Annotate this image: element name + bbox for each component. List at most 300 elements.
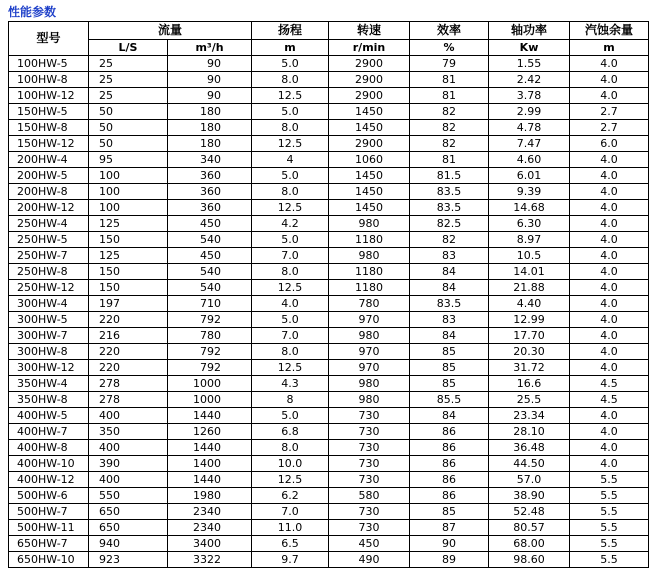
cell-power: 68.00 [489, 536, 570, 552]
cell-flow-m3h: 360 [168, 168, 252, 184]
cell-flow-ls: 350 [89, 424, 168, 440]
cell-efficiency: 84 [410, 264, 489, 280]
table-row [9, 184, 649, 200]
header-flow: 流量 [89, 22, 252, 40]
cell-efficiency: 86 [410, 440, 489, 456]
cell-power: 16.6 [489, 376, 570, 392]
table-row [9, 296, 649, 312]
cell-speed: 730 [329, 440, 410, 456]
cell-npsh: 4.0 [570, 408, 649, 424]
cell-head: 8.0 [252, 344, 329, 360]
cell-flow-ls: 150 [89, 232, 168, 248]
cell-power: 12.99 [489, 312, 570, 328]
table-row [9, 504, 649, 520]
cell-npsh: 2.7 [570, 104, 649, 120]
cell-flow-ls: 650 [89, 520, 168, 536]
cell-speed: 1180 [329, 280, 410, 296]
cell-head: 8 [252, 392, 329, 408]
cell-flow-m3h: 1980 [168, 488, 252, 504]
cell-power: 14.68 [489, 200, 570, 216]
cell-head: 5.0 [252, 104, 329, 120]
cell-efficiency: 81 [410, 88, 489, 104]
cell-model: 200HW-12 [9, 200, 89, 216]
cell-model: 150HW-5 [9, 104, 89, 120]
cell-model: 400HW-5 [9, 408, 89, 424]
cell-power: 28.10 [489, 424, 570, 440]
cell-model: 200HW-5 [9, 168, 89, 184]
cell-speed: 730 [329, 424, 410, 440]
cell-flow-ls: 220 [89, 344, 168, 360]
cell-power: 44.50 [489, 456, 570, 472]
cell-efficiency: 86 [410, 472, 489, 488]
cell-power: 23.34 [489, 408, 570, 424]
cell-flow-ls: 197 [89, 296, 168, 312]
cell-power: 10.5 [489, 248, 570, 264]
cell-speed: 2900 [329, 72, 410, 88]
cell-head: 5.0 [252, 168, 329, 184]
cell-speed: 980 [329, 376, 410, 392]
cell-flow-m3h: 1000 [168, 376, 252, 392]
table-row [9, 120, 649, 136]
cell-power: 20.30 [489, 344, 570, 360]
cell-model: 400HW-12 [9, 472, 89, 488]
cell-flow-ls: 550 [89, 488, 168, 504]
cell-flow-m3h: 340 [168, 152, 252, 168]
cell-flow-m3h: 180 [168, 120, 252, 136]
cell-flow-ls: 50 [89, 104, 168, 120]
table-row [9, 264, 649, 280]
cell-speed: 1180 [329, 232, 410, 248]
cell-flow-ls: 150 [89, 264, 168, 280]
cell-flow-ls: 650 [89, 504, 168, 520]
table-row [9, 344, 649, 360]
cell-npsh: 4.0 [570, 232, 649, 248]
cell-efficiency: 81 [410, 152, 489, 168]
cell-npsh: 4.0 [570, 456, 649, 472]
cell-head: 7.0 [252, 328, 329, 344]
cell-head: 12.5 [252, 472, 329, 488]
cell-head: 8.0 [252, 264, 329, 280]
cell-head: 5.0 [252, 56, 329, 72]
header-row [9, 22, 649, 40]
cell-flow-ls: 100 [89, 168, 168, 184]
cell-speed: 970 [329, 312, 410, 328]
cell-speed: 980 [329, 216, 410, 232]
cell-model: 400HW-7 [9, 424, 89, 440]
cell-flow-m3h: 540 [168, 232, 252, 248]
cell-flow-m3h: 1400 [168, 456, 252, 472]
unit-head: m [252, 40, 329, 56]
cell-model: 400HW-10 [9, 456, 89, 472]
cell-model: 200HW-8 [9, 184, 89, 200]
cell-efficiency: 86 [410, 424, 489, 440]
cell-flow-ls: 923 [89, 552, 168, 568]
cell-speed: 980 [329, 328, 410, 344]
cell-flow-m3h: 540 [168, 280, 252, 296]
table-row [9, 456, 649, 472]
cell-speed: 2900 [329, 136, 410, 152]
cell-speed: 970 [329, 344, 410, 360]
cell-flow-m3h: 2340 [168, 504, 252, 520]
cell-efficiency: 89 [410, 552, 489, 568]
cell-efficiency: 82 [410, 120, 489, 136]
cell-model: 300HW-7 [9, 328, 89, 344]
cell-model: 100HW-12 [9, 88, 89, 104]
cell-model: 300HW-12 [9, 360, 89, 376]
table-row [9, 56, 649, 72]
cell-npsh: 4.0 [570, 152, 649, 168]
cell-speed: 1060 [329, 152, 410, 168]
table-row [9, 152, 649, 168]
cell-power: 31.72 [489, 360, 570, 376]
cell-head: 8.0 [252, 440, 329, 456]
cell-efficiency: 83.5 [410, 200, 489, 216]
cell-flow-m3h: 792 [168, 360, 252, 376]
cell-power: 17.70 [489, 328, 570, 344]
cell-speed: 2900 [329, 88, 410, 104]
cell-model: 650HW-10 [9, 552, 89, 568]
cell-model: 500HW-7 [9, 504, 89, 520]
cell-power: 3.78 [489, 88, 570, 104]
table-row [9, 360, 649, 376]
cell-speed: 730 [329, 408, 410, 424]
cell-efficiency: 85 [410, 360, 489, 376]
cell-model: 300HW-5 [9, 312, 89, 328]
cell-speed: 970 [329, 360, 410, 376]
cell-flow-m3h: 540 [168, 264, 252, 280]
cell-flow-m3h: 90 [168, 56, 252, 72]
cell-head: 6.2 [252, 488, 329, 504]
table-row [9, 488, 649, 504]
cell-head: 12.5 [252, 136, 329, 152]
header-model: 型号 [9, 22, 89, 56]
cell-head: 6.8 [252, 424, 329, 440]
cell-head: 4.3 [252, 376, 329, 392]
cell-flow-m3h: 360 [168, 184, 252, 200]
cell-power: 8.97 [489, 232, 570, 248]
page-title: 性能参数 [8, 5, 57, 19]
cell-flow-m3h: 90 [168, 88, 252, 104]
cell-head: 12.5 [252, 280, 329, 296]
cell-model: 300HW-4 [9, 296, 89, 312]
cell-head: 7.0 [252, 248, 329, 264]
cell-power: 36.48 [489, 440, 570, 456]
cell-power: 4.60 [489, 152, 570, 168]
cell-npsh: 5.5 [570, 488, 649, 504]
cell-flow-m3h: 710 [168, 296, 252, 312]
cell-speed: 980 [329, 392, 410, 408]
unit-npsh: m [570, 40, 649, 56]
unit-efficiency: % [410, 40, 489, 56]
cell-flow-m3h: 1000 [168, 392, 252, 408]
cell-npsh: 4.0 [570, 88, 649, 104]
table-row [9, 392, 649, 408]
cell-efficiency: 85 [410, 376, 489, 392]
cell-power: 38.90 [489, 488, 570, 504]
cell-speed: 2900 [329, 56, 410, 72]
header-power: 轴功率 [489, 22, 570, 40]
table-row [9, 312, 649, 328]
cell-power: 7.47 [489, 136, 570, 152]
cell-efficiency: 82 [410, 104, 489, 120]
cell-power: 9.39 [489, 184, 570, 200]
cell-speed: 730 [329, 456, 410, 472]
cell-npsh: 4.0 [570, 56, 649, 72]
cell-head: 8.0 [252, 72, 329, 88]
cell-power: 98.60 [489, 552, 570, 568]
performance-table [8, 21, 649, 568]
cell-efficiency: 86 [410, 488, 489, 504]
cell-flow-ls: 50 [89, 120, 168, 136]
cell-flow-m3h: 1440 [168, 472, 252, 488]
cell-flow-ls: 125 [89, 216, 168, 232]
cell-head: 5.0 [252, 312, 329, 328]
cell-speed: 580 [329, 488, 410, 504]
table-row [9, 232, 649, 248]
cell-power: 4.78 [489, 120, 570, 136]
cell-npsh: 5.5 [570, 472, 649, 488]
cell-efficiency: 86 [410, 456, 489, 472]
cell-head: 8.0 [252, 184, 329, 200]
cell-flow-m3h: 792 [168, 312, 252, 328]
cell-npsh: 4.0 [570, 440, 649, 456]
cell-flow-m3h: 450 [168, 248, 252, 264]
cell-head: 12.5 [252, 200, 329, 216]
table-row [9, 440, 649, 456]
cell-npsh: 2.7 [570, 120, 649, 136]
cell-model: 500HW-6 [9, 488, 89, 504]
cell-model: 250HW-7 [9, 248, 89, 264]
cell-power: 25.5 [489, 392, 570, 408]
cell-efficiency: 83.5 [410, 184, 489, 200]
cell-head: 4 [252, 152, 329, 168]
cell-flow-m3h: 780 [168, 328, 252, 344]
cell-flow-ls: 278 [89, 376, 168, 392]
unit-row [9, 40, 649, 56]
cell-head: 6.5 [252, 536, 329, 552]
cell-efficiency: 82 [410, 232, 489, 248]
cell-flow-ls: 150 [89, 280, 168, 296]
cell-power: 2.99 [489, 104, 570, 120]
cell-power: 14.01 [489, 264, 570, 280]
cell-model: 150HW-8 [9, 120, 89, 136]
cell-speed: 450 [329, 536, 410, 552]
cell-flow-m3h: 90 [168, 72, 252, 88]
cell-flow-ls: 25 [89, 88, 168, 104]
cell-flow-m3h: 3400 [168, 536, 252, 552]
cell-flow-ls: 400 [89, 472, 168, 488]
table-row [9, 328, 649, 344]
cell-flow-ls: 100 [89, 200, 168, 216]
cell-efficiency: 82 [410, 136, 489, 152]
unit-speed: r/min [329, 40, 410, 56]
cell-flow-ls: 220 [89, 312, 168, 328]
cell-npsh: 6.0 [570, 136, 649, 152]
cell-speed: 1450 [329, 184, 410, 200]
cell-efficiency: 81 [410, 72, 489, 88]
cell-model: 400HW-8 [9, 440, 89, 456]
cell-npsh: 4.0 [570, 280, 649, 296]
cell-power: 6.30 [489, 216, 570, 232]
cell-power: 2.42 [489, 72, 570, 88]
cell-efficiency: 83.5 [410, 296, 489, 312]
table-row [9, 248, 649, 264]
cell-head: 12.5 [252, 88, 329, 104]
unit-power: Kw [489, 40, 570, 56]
cell-flow-ls: 278 [89, 392, 168, 408]
cell-speed: 980 [329, 248, 410, 264]
cell-speed: 490 [329, 552, 410, 568]
cell-flow-m3h: 1440 [168, 440, 252, 456]
cell-flow-m3h: 2340 [168, 520, 252, 536]
cell-flow-m3h: 360 [168, 200, 252, 216]
cell-flow-ls: 25 [89, 56, 168, 72]
cell-npsh: 5.5 [570, 520, 649, 536]
cell-model: 250HW-5 [9, 232, 89, 248]
table-row [9, 168, 649, 184]
cell-flow-ls: 390 [89, 456, 168, 472]
cell-head: 11.0 [252, 520, 329, 536]
cell-flow-ls: 95 [89, 152, 168, 168]
cell-model: 100HW-5 [9, 56, 89, 72]
cell-npsh: 4.0 [570, 328, 649, 344]
cell-npsh: 5.5 [570, 536, 649, 552]
cell-model: 250HW-8 [9, 264, 89, 280]
cell-model: 650HW-7 [9, 536, 89, 552]
header-head: 扬程 [252, 22, 329, 40]
cell-head: 4.2 [252, 216, 329, 232]
cell-efficiency: 90 [410, 536, 489, 552]
table-row [9, 520, 649, 536]
table-row [9, 536, 649, 552]
cell-power: 80.57 [489, 520, 570, 536]
cell-npsh: 4.0 [570, 72, 649, 88]
cell-efficiency: 83 [410, 248, 489, 264]
cell-power: 57.0 [489, 472, 570, 488]
cell-flow-m3h: 180 [168, 104, 252, 120]
cell-head: 12.5 [252, 360, 329, 376]
cell-efficiency: 84 [410, 280, 489, 296]
cell-model: 200HW-4 [9, 152, 89, 168]
cell-flow-ls: 25 [89, 72, 168, 88]
table-row [9, 408, 649, 424]
table-row [9, 552, 649, 568]
cell-flow-ls: 400 [89, 440, 168, 456]
cell-npsh: 4.0 [570, 360, 649, 376]
cell-flow-ls: 216 [89, 328, 168, 344]
cell-efficiency: 84 [410, 408, 489, 424]
cell-npsh: 4.0 [570, 264, 649, 280]
cell-flow-m3h: 180 [168, 136, 252, 152]
cell-npsh: 4.5 [570, 376, 649, 392]
cell-flow-ls: 125 [89, 248, 168, 264]
table-row [9, 280, 649, 296]
cell-efficiency: 81.5 [410, 168, 489, 184]
cell-flow-m3h: 1260 [168, 424, 252, 440]
cell-npsh: 4.0 [570, 168, 649, 184]
cell-efficiency: 83 [410, 312, 489, 328]
cell-flow-m3h: 792 [168, 344, 252, 360]
cell-power: 4.40 [489, 296, 570, 312]
cell-speed: 730 [329, 520, 410, 536]
cell-head: 9.7 [252, 552, 329, 568]
cell-efficiency: 84 [410, 328, 489, 344]
cell-power: 1.55 [489, 56, 570, 72]
cell-speed: 730 [329, 472, 410, 488]
cell-speed: 1450 [329, 104, 410, 120]
table-row [9, 472, 649, 488]
cell-flow-ls: 50 [89, 136, 168, 152]
cell-speed: 730 [329, 504, 410, 520]
cell-speed: 1450 [329, 120, 410, 136]
cell-head: 5.0 [252, 232, 329, 248]
cell-npsh: 4.0 [570, 216, 649, 232]
table-row [9, 424, 649, 440]
cell-efficiency: 82.5 [410, 216, 489, 232]
cell-speed: 1450 [329, 168, 410, 184]
cell-npsh: 5.5 [570, 552, 649, 568]
cell-speed: 1450 [329, 200, 410, 216]
cell-model: 500HW-11 [9, 520, 89, 536]
cell-model: 350HW-4 [9, 376, 89, 392]
cell-model: 100HW-8 [9, 72, 89, 88]
cell-flow-m3h: 3322 [168, 552, 252, 568]
table-row [9, 376, 649, 392]
header-npsh: 汽蚀余量 [570, 22, 649, 40]
cell-npsh: 4.0 [570, 184, 649, 200]
cell-power: 6.01 [489, 168, 570, 184]
cell-model: 300HW-8 [9, 344, 89, 360]
cell-head: 4.0 [252, 296, 329, 312]
cell-flow-ls: 400 [89, 408, 168, 424]
cell-efficiency: 85 [410, 504, 489, 520]
cell-npsh: 4.5 [570, 392, 649, 408]
cell-efficiency: 85.5 [410, 392, 489, 408]
cell-flow-m3h: 1440 [168, 408, 252, 424]
cell-npsh: 4.0 [570, 248, 649, 264]
cell-model: 250HW-12 [9, 280, 89, 296]
cell-power: 21.88 [489, 280, 570, 296]
cell-npsh: 4.0 [570, 424, 649, 440]
unit-flow-m3h: m³/h [168, 40, 252, 56]
table-row [9, 72, 649, 88]
cell-npsh: 4.0 [570, 200, 649, 216]
cell-flow-ls: 220 [89, 360, 168, 376]
cell-flow-ls: 100 [89, 184, 168, 200]
cell-flow-m3h: 450 [168, 216, 252, 232]
table-row [9, 88, 649, 104]
table-row [9, 216, 649, 232]
cell-head: 5.0 [252, 408, 329, 424]
table-row [9, 136, 649, 152]
cell-head: 7.0 [252, 504, 329, 520]
cell-npsh: 4.0 [570, 344, 649, 360]
cell-speed: 1180 [329, 264, 410, 280]
table-row [9, 200, 649, 216]
cell-model: 150HW-12 [9, 136, 89, 152]
header-speed: 转速 [329, 22, 410, 40]
cell-head: 8.0 [252, 120, 329, 136]
cell-head: 10.0 [252, 456, 329, 472]
cell-efficiency: 85 [410, 344, 489, 360]
table-row [9, 104, 649, 120]
cell-flow-ls: 940 [89, 536, 168, 552]
unit-flow-ls: L/S [89, 40, 168, 56]
cell-npsh: 5.5 [570, 504, 649, 520]
table-body [9, 56, 649, 568]
cell-model: 350HW-8 [9, 392, 89, 408]
cell-power: 52.48 [489, 504, 570, 520]
